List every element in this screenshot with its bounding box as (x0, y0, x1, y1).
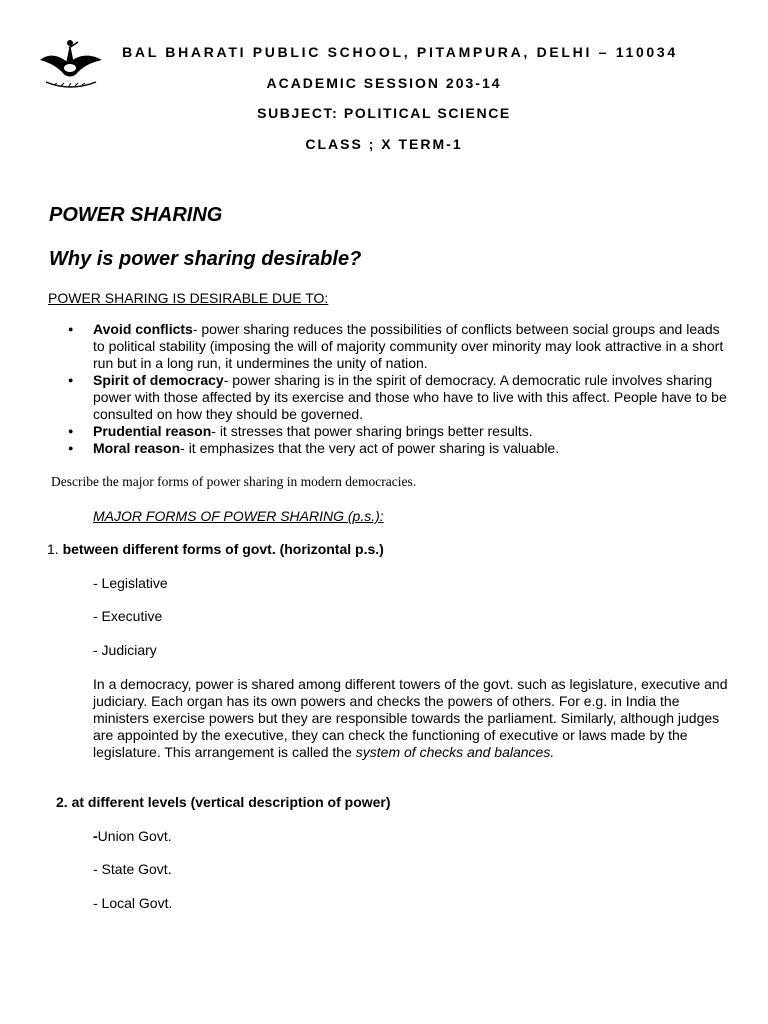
form2-item-label: Union Govt. (97, 828, 172, 844)
reasons-list (48, 321, 728, 457)
form2-item-union (93, 828, 172, 844)
reason-text: - power sharing reduces the possibilities of conflicts between social groups and leads to political stability (imposing the will of majority community over minority may look attractive in a short run but in a long run, it undermines the unity of nation. (93, 321, 724, 371)
reason-term: Spirit of democracy (93, 372, 224, 388)
form1-item-judiciary: - Judiciary (93, 642, 157, 658)
reason-term: Moral reason (93, 440, 181, 456)
list-item (48, 372, 728, 423)
paragraph-emphasis: system of checks and balances. (355, 744, 555, 760)
form1-item-executive: - Executive (93, 608, 163, 624)
form1-number: 1. (47, 541, 59, 557)
form1-item-legislative: - Legislative (93, 575, 168, 591)
reason-text: - power sharing is in the spirit of democracy. A democratic rule involves sharing power with those affected by its exercise and those who have to live with this affect. People have to be consulted on how they should be governed. (93, 372, 727, 422)
form2-dash: - (93, 828, 98, 844)
academic-session: ACADEMIC SESSION 203-14 (266, 75, 502, 91)
major-forms-heading: MAJOR FORMS OF POWER SHARING (p.s.): (93, 508, 384, 524)
page-title: POWER SHARING (49, 204, 223, 226)
school-name: BAL BHARATI PUBLIC SCHOOL, PITAMPURA, DELHI – 110034 (122, 44, 678, 60)
form2-item-local: - Local Govt. (93, 895, 173, 911)
paragraph-text: In a democracy, power is shared among different towers of the govt. such as legislature, executive and judiciary. Each organ has its own powers and checks the powers of others. For e.g. in India the ministers exercise powers but they are responsible towards the parliament. Similarly, although judges are appointed by the executive, they can check the functioning of executive or laws made by the legislature. This arrangement is called the (93, 676, 728, 760)
class-term-line: CLASS ; X TERM-1 (305, 136, 463, 152)
reason-text: - it emphasizes that the very act of power sharing is valuable. (180, 440, 560, 456)
subject-line: SUBJECT: POLITICAL SCIENCE (257, 105, 511, 121)
form2-item-state: - State Govt. (93, 861, 172, 877)
list-item (48, 440, 728, 457)
horizontal-paragraph (93, 676, 733, 761)
reason-text: - it stresses that power sharing brings better results. (211, 423, 533, 439)
question-heading: Why is power sharing desirable? (49, 248, 362, 270)
desirable-heading: POWER SHARING IS DESIRABLE DUE TO: (48, 290, 329, 306)
form2-heading: 2. at different levels (vertical description of power) (56, 794, 391, 810)
list-item (48, 423, 728, 440)
list-item (48, 321, 728, 372)
reason-term: Avoid conflicts (93, 321, 193, 337)
describe-question: Describe the major forms of power sharing in modern democracies. (51, 474, 417, 489)
reason-term: Prudential reason (93, 423, 212, 439)
form1-heading (47, 541, 384, 557)
form1-title: between different forms of govt. (horizontal p.s.) (62, 541, 384, 557)
